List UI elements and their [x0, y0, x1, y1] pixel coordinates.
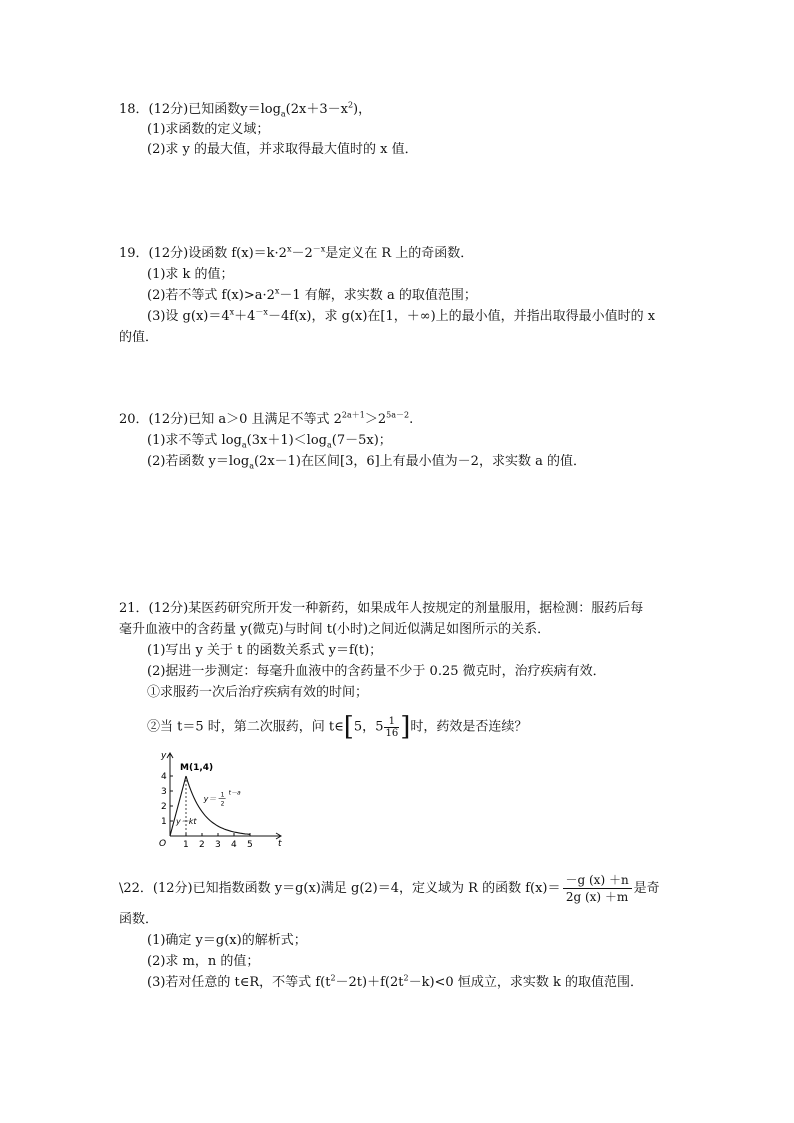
q22-p3b: －2t)＋f(2t	[335, 975, 404, 990]
x-tick-label: 5	[247, 840, 253, 850]
curve-label: y＝	[203, 794, 217, 804]
q19-part3-cont: 的值．	[119, 330, 159, 345]
point-m-label: M(1,4)	[180, 763, 214, 773]
q18-arg: (2x＋3－x	[285, 102, 348, 117]
q18-head: 18．(12分)已知函数	[119, 102, 241, 117]
q19-part2	[147, 287, 477, 305]
q20-p2: (2)若函数 y＝log	[147, 454, 250, 469]
curve-frac-num: 1	[220, 791, 225, 799]
q19-mid1: －2	[291, 246, 313, 261]
q22-part2: (2)求 m，n 的值；	[147, 954, 260, 969]
q21-frac-den: 16	[385, 727, 399, 739]
q20-p1: (1)求不等式 log	[147, 433, 242, 448]
q20-p1c: (7－5x)；	[331, 433, 392, 448]
q20-p1-base1: a	[241, 440, 247, 450]
q21-frac-num: 1	[384, 716, 399, 728]
q20-exp1: 2a＋1	[341, 410, 365, 420]
concentration-graph	[150, 748, 285, 852]
q19-title	[119, 245, 473, 263]
q22-frac-den: 2g (x) ＋m	[565, 890, 629, 904]
q22-p3c: －k)<0 恒成立，求实数 k 的取值范围．	[408, 975, 643, 990]
q22-fraction	[563, 872, 632, 905]
q22-frac-num: －g (x) ＋n	[563, 872, 632, 889]
q18-argtail: )，	[353, 102, 372, 117]
q21-part2b	[147, 712, 527, 743]
y-tick-label: 4	[161, 772, 167, 782]
q19-p2tail: －1 有解，求实数 a 的取值范围；	[279, 288, 477, 303]
q20-part1	[147, 432, 392, 450]
q19-part1: (1)求 k 的值；	[147, 267, 234, 282]
y-tick-label: 3	[161, 787, 167, 797]
y-axis-label: y	[161, 751, 167, 761]
q21-open-bracket: [	[343, 712, 354, 742]
q18-title	[119, 101, 371, 119]
y-tick-label: 2	[161, 802, 167, 812]
graph-layer	[159, 751, 282, 850]
q19-p3a: (3)设 g(x)＝4	[147, 309, 230, 324]
q22-part1: (1)确定 y＝g(x)的解析式；	[147, 933, 307, 948]
q18-sq: 2	[347, 100, 354, 110]
q21-fraction	[384, 716, 399, 739]
q20-part2	[147, 453, 586, 471]
origin-label: O	[159, 839, 167, 849]
q19-part3	[147, 308, 655, 326]
q20-p2b: (2x－1)在区间[3，6]上有最小值为－2，求实数 a 的值．	[253, 454, 586, 469]
x-tick-label: 4	[231, 840, 237, 850]
q19-p3c: －4f(x)，求 g(x)在[1，＋∞)上的最小值，并指出取得最小值时的 x	[267, 309, 656, 324]
q20-gt: ＞2	[364, 412, 387, 427]
q22-line1b: 是奇	[633, 881, 660, 896]
q19-p3b: ＋4	[234, 309, 256, 324]
q19-p2: (2)若不等式 f(x)>a·2	[147, 288, 275, 303]
q18-base: a	[280, 109, 286, 119]
q22-p3-sq1: 2	[330, 973, 336, 983]
q19-line1: 19．(12分)设函数 f(x)＝k·2	[119, 246, 287, 261]
q18-part2: (2)求 y 的最大值，并求取得最大值时的 x 值．	[147, 142, 418, 157]
q21-line1: 21．(12分)某医药研究所开发一种新药，如果成年人按规定的剂量服用，据检测：服药后每	[119, 601, 644, 616]
q22-p3-sq2: 2	[403, 973, 409, 983]
q20-end: .	[409, 412, 414, 427]
x-axis-label: t	[278, 839, 282, 849]
linear-label: y＝kt	[176, 817, 197, 826]
q19-p3-exp1: x	[229, 307, 235, 317]
q22-p3a: (3)若对任意的 t∈R，不等式 f(t	[147, 975, 331, 990]
q20-exp2: 5a－2	[386, 410, 410, 420]
q20-p1b: (3x＋1)＜log	[246, 433, 327, 448]
q22-line2: 函数．	[119, 912, 159, 927]
q21-p2b-int: 5	[375, 719, 384, 735]
q19-p2-exp: x	[274, 286, 280, 296]
q20-p1-base2: a	[326, 440, 332, 450]
q21-part2a: ①求服药一次后治疗疾病有效的时间；	[147, 685, 369, 700]
x-tick-label: 2	[199, 840, 205, 850]
q19-p3-exp2: －x	[255, 307, 268, 317]
q19-exp-negx: －x	[312, 244, 326, 254]
curve-frac-den: 2	[220, 800, 225, 808]
q19-exp-x: x	[286, 244, 292, 254]
q18-part1: (1)求函数的定义域；	[147, 122, 270, 137]
q21-p2b-left: 5，	[353, 719, 376, 735]
q21-part1: (1)写出 y 关于 t 的函数关系式 y＝f(t)；	[147, 643, 383, 658]
q22-line1	[119, 872, 660, 905]
q21-part2: (2)据进一步测定：每毫升血液中的含药量不少于 0.25 微克时，治疗疾病有效．	[147, 664, 606, 679]
q21-close-bracket: ]	[400, 712, 411, 742]
x-tick-label: 3	[215, 840, 221, 850]
q20-title	[119, 411, 413, 429]
y-tick-label: 1	[161, 817, 167, 827]
x-tick-label: 1	[183, 840, 189, 850]
curve-exp: t－a	[228, 789, 241, 797]
q22-part3	[147, 974, 643, 992]
q21-p2b-post: 时，药效是否连续？	[410, 719, 528, 735]
q18-func: y＝log	[240, 102, 281, 117]
q21-line2: 毫升血液中的含药量 y(微克)与时间 t(小时)之间近似满足如图所示的关系．	[119, 622, 551, 637]
q20-line1: 20．(12分)已知 a＞0 且满足不等式 2	[119, 412, 342, 427]
q22-line1a: \22．(12分)已知指数函数 y＝g(x)满足 g(2)＝4，定义域为 R 的函数 f(x)＝	[119, 881, 561, 896]
q21-p2b-pre: ②当 t＝5 时，第二次服药，问 t∈	[147, 719, 344, 735]
q20-p2-base: a	[249, 461, 254, 471]
q19-tail1: 是定义在 R 上的奇函数．	[325, 246, 474, 261]
